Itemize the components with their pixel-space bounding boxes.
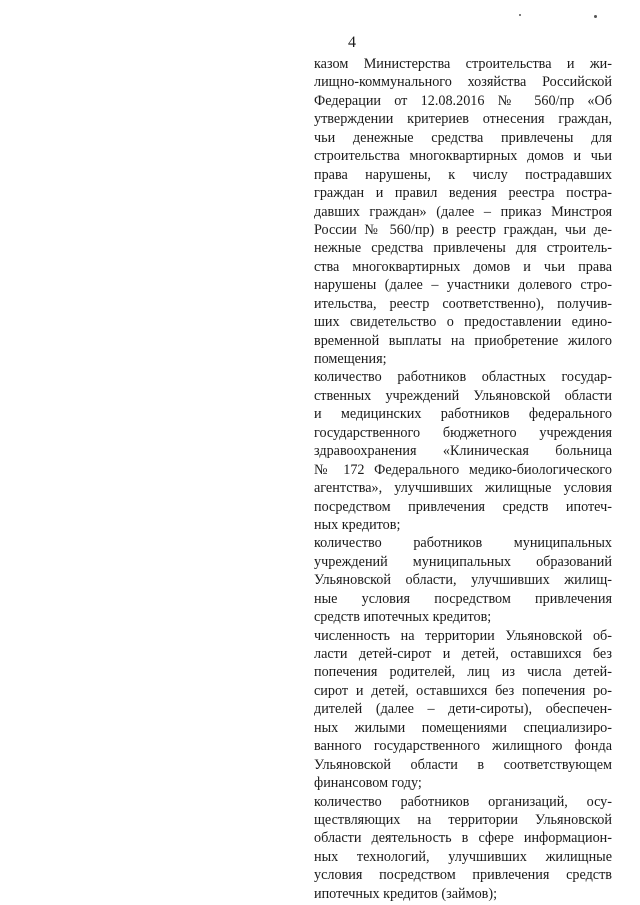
- text-line: учреждений муниципальных образований: [314, 553, 612, 570]
- text-line: права нарушены, к числу пострадавших: [314, 166, 612, 183]
- text-line: и медицинских работников федерального: [314, 406, 612, 423]
- text-line: граждан и правил ведения реестра постра-: [314, 185, 612, 202]
- text-line: количество работников областных государ-: [314, 369, 612, 386]
- scan-speck: [519, 14, 521, 16]
- text-line: утверждении критериев отнесения граждан,: [314, 111, 612, 128]
- text-line: условия посредством привлечения средств: [314, 867, 612, 884]
- text-line: ипотечных кредитов (займов);: [314, 885, 498, 902]
- text-line: Ульяновской области в соответствующем: [314, 756, 612, 773]
- text-line: средств ипотечных кредитов;: [314, 609, 492, 626]
- text-line: финансовом году;: [314, 775, 422, 792]
- text-line: ших свидетельство о предоставлении едино-: [314, 314, 612, 331]
- text-line: попечения родителей, лиц из числа детей-: [314, 664, 612, 681]
- text-line: Федерации от 12.08.2016 № 560/пр «Об: [314, 92, 612, 109]
- text-line: нарушены (далее – участники долевого стро-: [314, 277, 612, 294]
- text-line: ных кредитов;: [314, 516, 401, 533]
- text-line: ных технологий, улучшивших жилищные: [314, 848, 612, 865]
- text-line: ванного государственного жилищного фонда: [314, 738, 612, 755]
- text-line: казом Министерства строительства и жи-: [314, 56, 612, 72]
- text-line: государственного бюджетного учреждения: [314, 424, 612, 441]
- text-line: временной выплаты на приобретение жилого: [314, 332, 612, 349]
- text-line: ства многоквартирных домов и чьи права: [314, 258, 612, 275]
- text-column: [314, 55, 612, 903]
- text-line: количество работников организаций, осу-: [314, 793, 612, 810]
- text-line: здравоохранения «Клиническая больница: [314, 443, 612, 460]
- text-line: ственных учреждений Ульяновской области: [314, 387, 612, 404]
- text-line: ных жилыми помещениями специализиро-: [314, 719, 612, 736]
- text-line: Ульяновской области, улучшивших жилищ-: [314, 572, 612, 589]
- text-line: сирот и детей, оставшихся без попечения ро-: [314, 682, 612, 699]
- text-line: давших граждан» (далее – приказ Минстроя: [314, 203, 612, 220]
- page-number: 4: [348, 34, 356, 51]
- scan-speck: [594, 15, 597, 18]
- text-line: лищно-коммунального хозяйства Российской: [314, 74, 612, 91]
- text-line: чьи денежные средства привлечены для: [314, 129, 612, 146]
- text-line: агентства», улучшивших жилищные условия: [314, 480, 612, 497]
- text-line: области деятельность в сфере информацион-: [314, 830, 612, 847]
- text-line: количество работников муниципальных: [314, 535, 612, 552]
- text-line: численность на территории Ульяновской об-: [314, 627, 612, 644]
- text-line: ществляющих на территории Ульяновской: [314, 811, 612, 828]
- text-line: посредством привлечения средств ипотеч-: [314, 498, 612, 515]
- text-line: нежные средства привлечены для строитель-: [314, 240, 612, 257]
- text-line: дителей (далее – дети-сироты), обеспечен-: [314, 701, 612, 718]
- text-line: строительства многоквартирных домов и чьи: [314, 148, 612, 165]
- text-line: ласти детей-сирот и детей, оставшихся без: [314, 646, 612, 662]
- text-line: ные условия посредством привлечения: [314, 590, 612, 607]
- text-line: ительства, реестр соответственно), получив-: [314, 295, 612, 312]
- text-line: № 172 Федерального медико-биологического: [314, 461, 612, 478]
- text-line: России № 560/пр) в реестр граждан, чьи де-: [314, 221, 612, 238]
- text-line: помещения;: [314, 351, 387, 367]
